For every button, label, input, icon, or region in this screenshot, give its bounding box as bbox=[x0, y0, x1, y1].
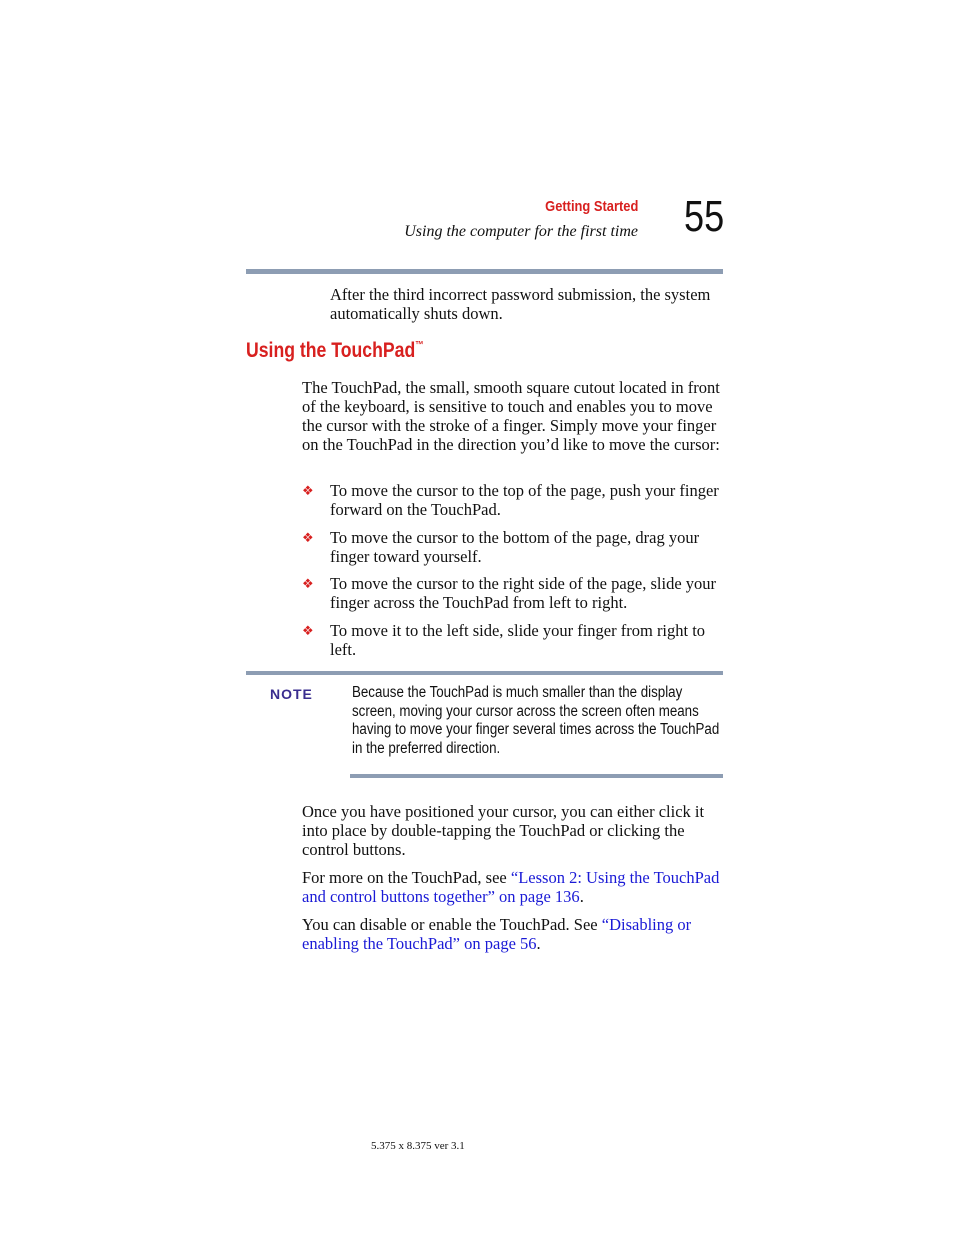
bullet-diamond-icon: ❖ bbox=[302, 483, 314, 498]
lesson-2-link[interactable]: “Lesson 2: Using the TouchPad and control buttons together” on page 136 bbox=[302, 868, 720, 906]
note-label: NOTE bbox=[270, 686, 313, 702]
intro-paragraph: After the third incorrect password submission, the system automatically shuts down. bbox=[330, 285, 711, 323]
list-item-text: To move the cursor to the top of the page, push your finger forward on the TouchPad. bbox=[330, 481, 719, 519]
header-rule bbox=[246, 269, 723, 274]
bullet-diamond-icon: ❖ bbox=[302, 576, 314, 591]
trademark-mark: ™ bbox=[415, 340, 424, 351]
positioning-paragraph: Once you have positioned your cursor, you can either click it into place by double-tapping the TouchPad or clicking the control buttons. bbox=[302, 802, 705, 859]
list-item-text: To move the cursor to the right side of the page, slide your finger across the TouchPad from left to right. bbox=[330, 574, 717, 612]
list-item-text: To move the cursor to the bottom of the page, drag your finger toward yourself. bbox=[330, 528, 700, 566]
more-info-suffix: . bbox=[579, 887, 584, 906]
disabling-touchpad-link[interactable]: “Disabling or enabling the TouchPad” on page 56 bbox=[302, 915, 692, 953]
note-bottom-rule bbox=[350, 774, 723, 778]
list-item-text: To move it to the left side, slide your finger from right to left. bbox=[330, 621, 706, 659]
disable-paragraph bbox=[302, 915, 722, 953]
more-info-prefix: For more on the TouchPad, see bbox=[302, 868, 511, 887]
disable-prefix: You can disable or enable the TouchPad. See bbox=[302, 915, 602, 934]
touchpad-description: The TouchPad, the small, smooth square cutout located in front of the keyboard, is sensitive to touch and enables you to move the cursor with the stroke of a finger. Simply move your finger on the TouchPad in the direction you’d like to move the cursor: bbox=[302, 378, 720, 454]
section-heading-text: Using the TouchPad bbox=[246, 339, 416, 362]
disable-suffix: . bbox=[536, 934, 541, 953]
running-header-section: Getting Started bbox=[544, 198, 638, 215]
bullet-diamond-icon: ❖ bbox=[302, 623, 314, 638]
bullet-diamond-icon: ❖ bbox=[302, 530, 314, 545]
note-top-rule bbox=[246, 671, 723, 675]
running-header-subsection: Using the computer for the first time bbox=[404, 223, 638, 240]
note-text: Because the TouchPad is much smaller than the display screen, moving your cursor across the screen often means having to move your finger several times across the TouchPad in the preferred direction. bbox=[352, 684, 720, 757]
more-info-paragraph bbox=[302, 868, 722, 906]
page-footer: 5.375 x 8.375 ver 3.1 bbox=[371, 1140, 465, 1152]
section-heading bbox=[246, 339, 424, 363]
page-number: 55 bbox=[684, 192, 725, 241]
